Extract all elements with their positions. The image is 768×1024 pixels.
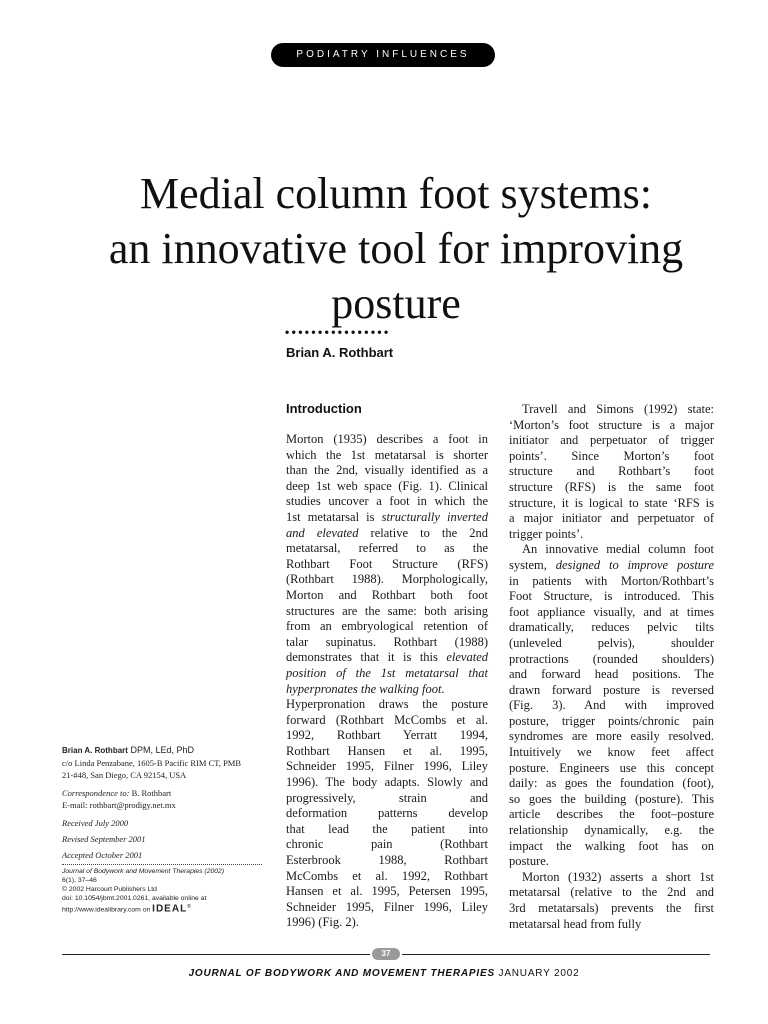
text-line: deformation patterns develop — [286, 806, 488, 821]
section-label: PODIATRY INFLUENCES — [271, 43, 495, 67]
text-line: Schneider 1995, Filner 1996, Liley — [286, 899, 488, 914]
text-line: daily: as goes the foundation (foot), — [509, 776, 714, 791]
text-line: Esterbrook 1988, Rothbart — [286, 853, 488, 868]
text-line: points’. Since Morton’s foot — [509, 448, 714, 463]
running-footer — [0, 968, 768, 979]
text-line: Schneider 1995, Filner 1996, Liley — [286, 759, 488, 774]
sidebar-author-degrees: DPM, LEd, PhD — [127, 745, 194, 755]
text-segment: 1st metatarsal is — [286, 509, 382, 524]
text-line: progressively, strain and — [286, 790, 488, 805]
text-line: (unleveled pelvis), shoulder — [509, 635, 714, 650]
text-line: Rothbart Hansen et al. 1995, — [286, 743, 488, 758]
sidebar-accepted-date: Accepted October 2001 — [62, 850, 143, 860]
text-line — [286, 526, 488, 542]
text-line: 3rd metatarsals) prevents the first — [509, 901, 714, 915]
text-line: posture. Engineers use this concept — [509, 760, 714, 775]
sidebar-email[interactable]: E-mail: rothbart@prodigy.net.mx — [62, 800, 176, 810]
text-line: 1996). The body adapts. Slowly and — [286, 775, 488, 790]
body-column-left — [286, 432, 488, 931]
text-line: Intuitively we know feet affect — [509, 745, 714, 760]
text-line: in patients with Morton/Rothbart’s — [509, 573, 714, 588]
title-line: posture — [331, 279, 461, 328]
text-line — [509, 558, 714, 574]
footer-journal-name: JOURNAL OF BODYWORK AND MOVEMENT THERAPIES — [188, 968, 495, 979]
text-segment: system, — [509, 557, 556, 572]
ideal-logo: IDEAL — [152, 903, 188, 915]
sidebar-author-name: Brian A. Rothbart — [62, 746, 128, 755]
sidebar-address: c/o Linda Penzabane, 1605-B Pacific RIM CT, PMB — [62, 758, 242, 768]
text-line: from an embryological retention of — [286, 619, 488, 634]
text-line: structure (RFS) is the same foot — [509, 479, 714, 494]
text-line: Morton (1932) asserts a short 1st — [522, 869, 714, 884]
italic-text: and elevated — [286, 525, 359, 540]
text-line: (Rothbart 1988). Morphologically, — [286, 572, 488, 587]
text-line: so goes the building (posture). This — [509, 791, 714, 806]
text-line: and forward head positions. The — [509, 667, 714, 682]
text-line: dramatically, reduces pelvic tilts — [509, 620, 714, 635]
sidebar-address: 21-#48, San Diego, CA 92154, USA — [62, 770, 187, 780]
text-line: that lead the patient into — [286, 821, 488, 836]
text-line: structures are the same: both arising — [286, 603, 488, 618]
text-line: McCombs et al. 1992, Rothbart — [286, 868, 488, 883]
italic-text: elevated — [446, 650, 488, 665]
sidebar-revised-date: Revised September 2001 — [62, 834, 146, 844]
sidebar-journal-reference: Journal of Bodywork and Movement Therapies (2002) — [62, 868, 225, 875]
sidebar-doi: doi: 10.1054/jbmt.2001.0261, available online at — [62, 895, 207, 902]
text-line: ‘Morton’s foot structure is a major — [509, 417, 714, 432]
text-line: posture, trigger points/chronic pain — [509, 713, 714, 728]
text-line — [286, 510, 488, 526]
text-line: metatarsal head from fully — [509, 916, 642, 931]
text-line: An innovative medial column foot — [522, 542, 714, 557]
text-line: Hyperpronation draws the posture — [286, 697, 488, 712]
sidebar-dotted-divider — [62, 864, 262, 865]
text-line: Foot Structure, is introduced. This — [509, 589, 714, 604]
footer-rule-left — [62, 954, 370, 955]
italic-text: designed to improve posture — [555, 557, 714, 572]
text-line: than the 2nd, visually identified as a — [286, 463, 488, 478]
author-info-sidebar: Brian A. Rothbart DPM, LEd, PhD c/o Linda Penzabane, 1605-B Pacific RIM CT, PMB 21-#48, San Diego, CA 92154, USA Correspondence to: B. Rothbart E-mail: rothbart@prodigy.net.mx Received July 2000 Revised September 2001 Accepted October 2001 Journal of Bodywork and Movement Therapies (2002) 6(1), 37–46 © 2002 Harcourt Publishers Ltd doi: 10.1054/jbmt.2001.0261, available online at http://www.idealibrary.com on IDEAL® — [62, 744, 272, 914]
text-line: foot appliance visually, and at times — [509, 604, 714, 619]
text-line: which the 1st metatarsal is shorter — [286, 447, 488, 462]
italic-text: structurally inverted — [381, 509, 488, 524]
sidebar-correspondence-name: B. Rothbart — [129, 788, 172, 798]
title-line: an innovative tool for improving — [108, 224, 684, 273]
text-line: article describes the foot–posture — [509, 807, 714, 822]
text-line: protractions (rounded shoulders) — [509, 651, 714, 666]
article-title — [40, 166, 752, 331]
text-segment: . — [441, 681, 445, 696]
text-line: 1996) (Fig. 2). — [286, 915, 359, 930]
text-line: drawn forward posture is reversed — [509, 682, 714, 697]
sidebar-url[interactable]: http://www.idealibrary.com on — [62, 906, 153, 914]
text-line: syndromes are more easily resolved. — [509, 729, 714, 744]
text-segment: demonstrates that it is this — [286, 650, 447, 665]
text-line: Morton (1935) describes a foot in — [286, 432, 488, 446]
sidebar-received-date: Received July 2000 — [62, 818, 129, 828]
text-line: forward (Rothbart McCombs et al. — [286, 712, 488, 727]
text-segment: relative to the 2nd — [358, 525, 488, 540]
text-line: deep 1st web space (Fig. 1). Clinical — [286, 478, 488, 493]
text-line: metatarsal, referred to as the — [286, 541, 488, 556]
text-line: impact the walking foot has on — [509, 838, 714, 853]
text-line: Hansen et al. 1995, Petersen 1995, — [286, 884, 488, 899]
italic-text: position of the 1st metatarsal that — [286, 665, 488, 680]
text-line: posture. — [509, 854, 549, 869]
italic-text: hyperpronates the walking foot — [286, 681, 442, 696]
text-line: Travell and Simons (1992) state: — [522, 402, 714, 416]
text-line: structure, it is logical to state ‘RFS is — [509, 495, 714, 510]
text-line — [286, 666, 488, 682]
author-separator-dots: •••••••••••••••• — [285, 325, 391, 339]
text-line: initiator and perpetuator of trigger — [509, 433, 714, 448]
body-column-right — [509, 402, 714, 932]
page-number: 37 — [372, 948, 400, 960]
text-line: structure and Rothbart’s foot — [509, 464, 714, 479]
text-line — [286, 650, 488, 666]
text-line: Morton and Rothbart both foot — [286, 587, 488, 602]
text-line: metatarsal (relative to the 2nd and — [509, 885, 714, 900]
text-line: a major initiator and perpetuator of — [509, 511, 714, 526]
text-line — [286, 682, 488, 698]
footer-date: JANUARY 2002 — [498, 968, 580, 979]
sidebar-volume: 6(1), 37–46 — [62, 877, 97, 884]
text-line: (Fig. 3). And with improved — [509, 698, 714, 713]
text-line: relationship dynamically, e.g. the — [509, 823, 714, 838]
text-line: Rothbart Foot Structure (RFS) — [286, 556, 488, 571]
text-line: chronic pain (Rothbart — [286, 837, 488, 852]
text-line: talar supinatus. Rothbart (1988) — [286, 634, 488, 649]
text-line: 1992, Rothbart Yerratt 1994, — [286, 728, 488, 743]
sidebar-copyright: © 2002 Harcourt Publishers Ltd — [62, 886, 157, 893]
section-heading: Introduction — [286, 401, 362, 416]
sidebar-correspondence-label: Correspondence to: — [62, 788, 130, 798]
footer-rule-right — [402, 954, 710, 955]
text-line: trigger points’. — [509, 526, 584, 541]
author-name: Brian A. Rothbart — [286, 345, 394, 360]
text-line: studies uncover a foot in which the — [286, 494, 488, 509]
title-line: Medial column foot systems: — [139, 169, 653, 218]
